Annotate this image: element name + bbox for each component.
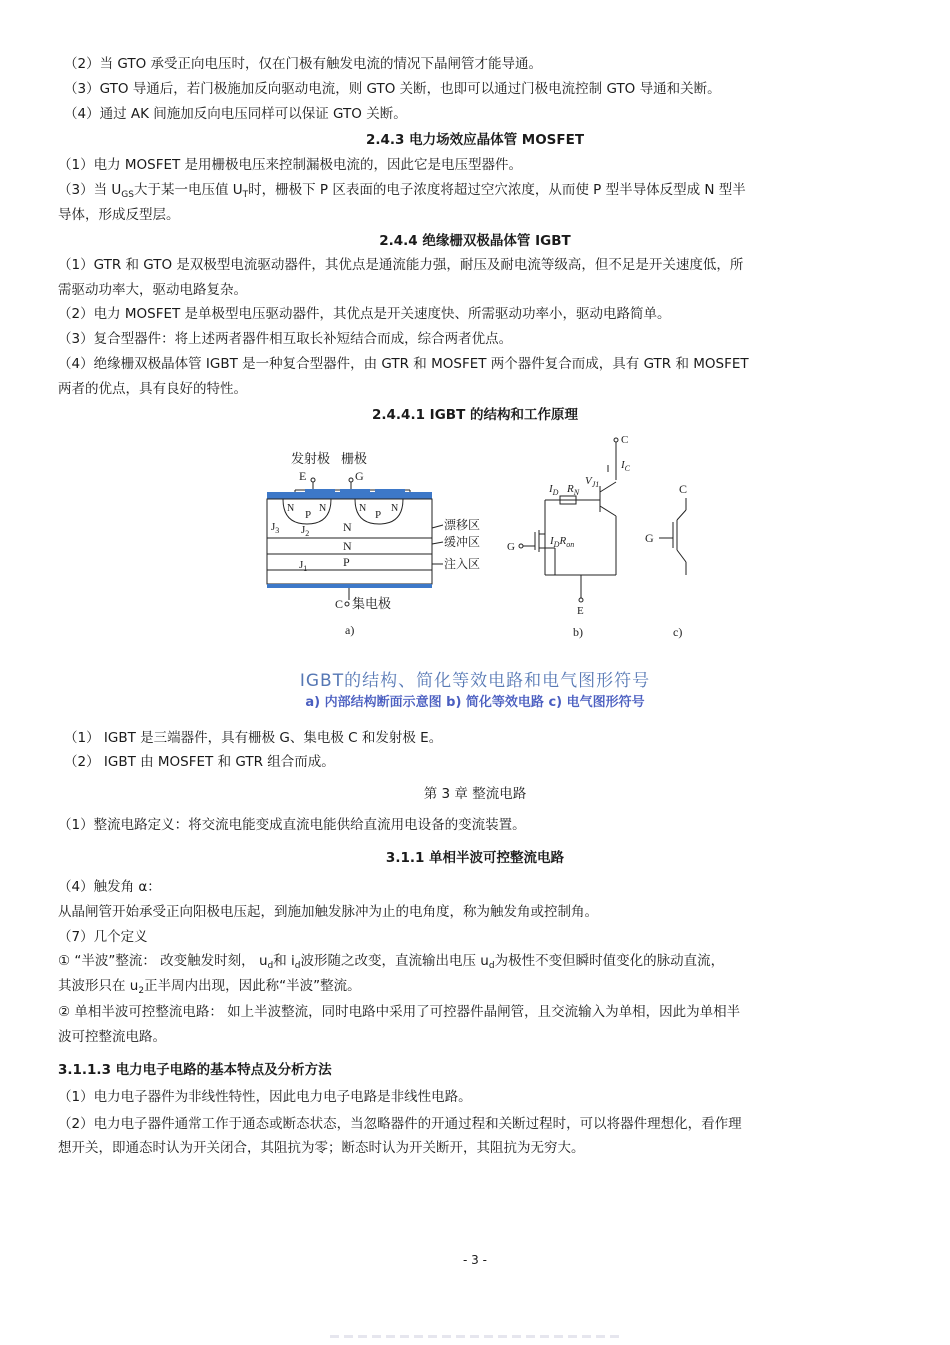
svg-text:c): c) xyxy=(673,625,683,639)
label-C: C xyxy=(335,597,344,611)
label-buffer-region: 缓冲区 xyxy=(444,535,481,549)
text-line: （4）通过 AK 间施加反向电压同样可以保证 GTO 关断。 xyxy=(64,106,407,122)
label-p-plus: P xyxy=(343,555,350,569)
text-line: （3）当 $U_{GS}$大于某一电压值 $U_T$时，栅极下 P 区表面的电子浓度将超过空穴浓度，从而使 P 型半导体反型成 N 型半 xyxy=(58,182,746,200)
svg-text:IDRon: $I_DR_{on}$ xyxy=(550,535,575,549)
svg-text:G: G xyxy=(507,541,515,553)
figure-caption-subtitle: a) 内部结构断面示意图 b) 简化等效电路 c) 电气图形符号 xyxy=(305,695,645,710)
text-line: 导体，形成反型层。 xyxy=(58,207,180,223)
text-line: 其波形只在 $u_2$正半周内出现，因此称“半波”整流。 xyxy=(58,978,361,996)
section-heading: 2.4.4 绝缘栅双极晶体管 IGBT xyxy=(379,233,571,249)
svg-text:J1: $J_1$ xyxy=(299,559,308,573)
text-line: （1）整流电路定义：将交流电能变成直流电能供给直流用电设备的变流装置。 xyxy=(58,817,526,833)
svg-text:G: G xyxy=(645,531,654,545)
svg-text:b): b) xyxy=(573,625,583,639)
label-E: E xyxy=(299,469,307,483)
text-line: 波可控整流电路。 xyxy=(58,1029,166,1045)
svg-text:N: N xyxy=(287,503,295,514)
figure-caption-title: IGBT的结构、简化等效电路和电气图形符号 xyxy=(299,671,651,691)
svg-text:ID: $I_D$ xyxy=(549,483,559,497)
text-line: （2）电力电子器件通常工作于通态或断态状态，当忽略器件的开通过程和关断过程时，可以将器件理想化，看作理 xyxy=(58,1116,742,1132)
text-line: （1） IGBT 是三端器件，具有栅极 G、集电极 C 和发射极 E。 xyxy=(64,730,443,746)
igbt-equivalent-circuit xyxy=(519,438,618,602)
svg-text:C: C xyxy=(679,482,688,496)
section-heading: 2.4.3 电力场效应晶体管 MOSFET xyxy=(365,132,585,148)
subsection-heading: 2.4.4.1 IGBT 的结构和工作原理 xyxy=(372,407,578,423)
svg-text:P: P xyxy=(375,509,382,521)
svg-text:RN: $R_N$ xyxy=(567,483,580,497)
svg-text:N: N xyxy=(359,503,367,514)
text-line: 需驱动功率大，驱动电路复杂。 xyxy=(58,282,247,298)
text-line: （3）GTO 导通后，若门极施加反向驱动电流，则 GTO 关断，也即可以通过门极电流控制 GTO 导通和关断。 xyxy=(64,81,721,97)
svg-text:P: P xyxy=(305,509,312,521)
igbt-symbol-labels xyxy=(645,482,687,639)
svg-text:E: E xyxy=(577,605,584,617)
label-n-minus: N xyxy=(343,520,352,534)
equivalent-circuit-labels xyxy=(507,434,631,639)
text-line: （1）电力电子器件为非线性特性，因此电力电子电路是非线性电路。 xyxy=(58,1089,472,1105)
igbt-figure xyxy=(255,430,705,645)
label-a: a) xyxy=(345,623,355,637)
text-line: （2）电力 MOSFET 是单极型电压驱动器件，其优点是开关速度快、所需驱动功率小，驱动电路简单。 xyxy=(58,306,671,322)
svg-text:N: N xyxy=(391,503,399,514)
label-inject-region: 注入区 xyxy=(444,557,481,571)
svg-text:J3: $J_3$ xyxy=(271,521,280,535)
label-emitter-pole: 发射极 xyxy=(291,451,331,466)
text-line: 想开关，即通态时认为开关闭合，其阻抗为零；断态时认为开关断开，其阻抗为无穷大。 xyxy=(58,1140,585,1156)
text-line: （4）绝缘栅双极晶体管 IGBT 是一种复合型器件，由 GTR 和 MOSFET 两个器件复合而成，具有 GTR 和 MOSFET xyxy=(58,356,749,372)
section-heading: 3.1.1 单相半波可控整流电路 xyxy=(385,850,565,866)
label-collector-pole: 集电极 xyxy=(352,596,392,611)
svg-text:IC: $I_C$ xyxy=(621,459,631,473)
text-line: 从晶闸管开始承受正向阳极电压起，到施加触发脉冲为止的电角度，称为触发角或控制角。 xyxy=(58,904,598,920)
label-G: G xyxy=(355,469,364,483)
svg-text:N: N xyxy=(319,503,327,514)
label-n-plus: N xyxy=(343,539,352,553)
text-line: （2） IGBT 由 MOSFET 和 GTR 组合而成。 xyxy=(64,754,335,770)
label-gate-pole: 栅极 xyxy=(341,451,368,466)
text-line: （1）GTR 和 GTO 是双极型电流驱动器件，其优点是通流能力强，耐压及耐电流等级高，但不足是开关速度低，所 xyxy=(58,257,744,273)
footer-watermark xyxy=(330,1335,620,1338)
text-line: （4）触发角 α： xyxy=(58,879,161,895)
text-line: （3）复合型器件：将上述两者器件相互取长补短结合而成，综合两者优点。 xyxy=(58,331,513,347)
text-line: （7）几个定义 xyxy=(58,929,148,945)
text-line: ② 单相半波可控整流电路： 如上半波整流，同时电路中采用了可控器件晶闸管，且交流输入为单相，因此为单相半 xyxy=(58,1004,741,1020)
igbt-structure-diagram xyxy=(267,451,480,637)
page-number: - 3 - xyxy=(463,1253,487,1267)
igbt-symbol xyxy=(659,498,686,575)
text-line: ① “半波”整流： 改变触发时刻， $u_d$和 $i_d$波形随之改变，直流输出电压 $u_d$为极性不变但瞬时值变化的脉动直流， xyxy=(58,953,725,971)
label-drift-region: 漂移区 xyxy=(444,518,481,532)
subsection-heading: 3.1.1.3 电力电子电路的基本特点及分析方法 xyxy=(58,1062,332,1078)
svg-text:J2: $J_2$ xyxy=(301,524,310,538)
chapter-heading: 第 3 章 整流电路 xyxy=(423,786,527,802)
text-line: （1）电力 MOSFET 是用栅极电压来控制漏极电流的，因此它是电压型器件。 xyxy=(58,157,523,173)
svg-text:VJ1: $V_{J1}$ xyxy=(585,475,600,489)
svg-text:C: C xyxy=(621,434,629,446)
text-line: 两者的优点，具有良好的特性。 xyxy=(58,381,247,397)
text-line: （2）当 GTO 承受正向电压时，仅在门极有触发电流的情况下晶闸管才能导通。 xyxy=(64,56,543,72)
